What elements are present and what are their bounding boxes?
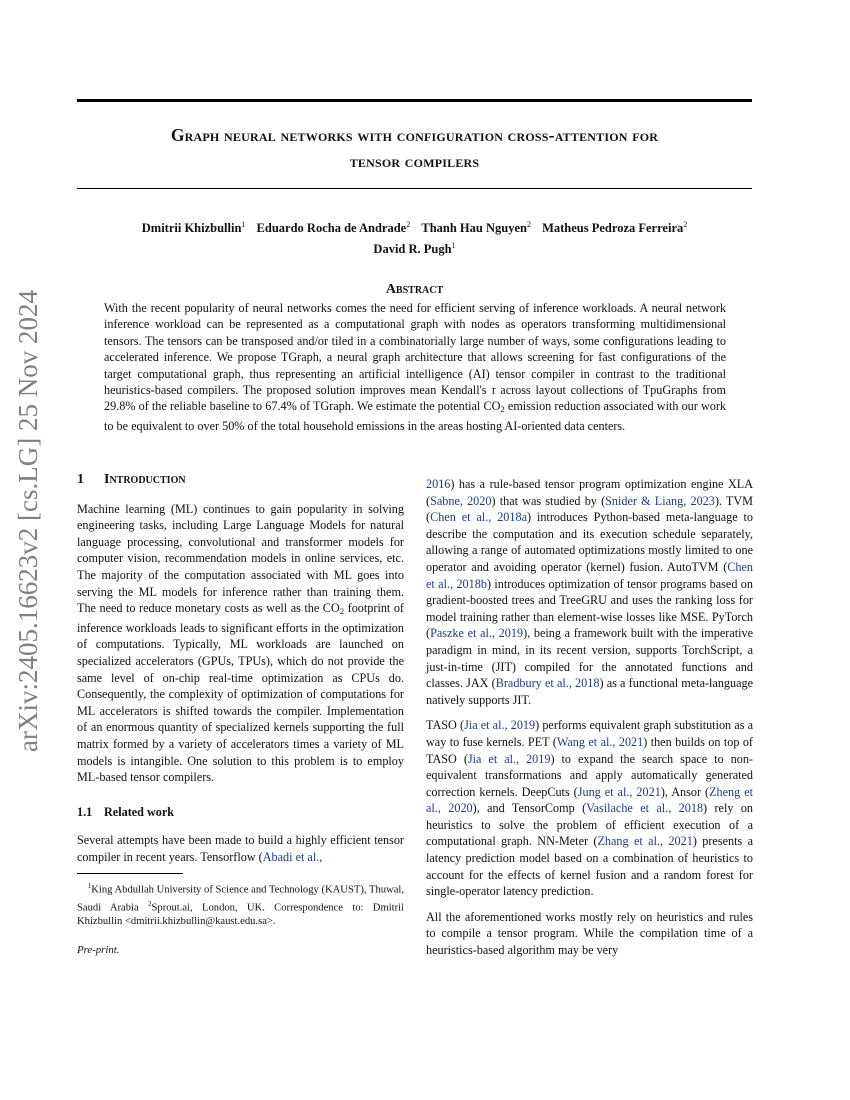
citation-abadi-year[interactable]: 2016: [426, 477, 451, 491]
related-paragraph-continued: 2016) has a rule-based tensor program optimization engine XLA (Sabne, 2020) that was studied by (Snider & Liang, 2023). TVM (Chen et al., 2018a) introduces Python-based meta-language to describe the computation and its execution schedule separately, allowing a range of automated optimizations mostly limited to one operator and avoiding operator (kernel) fusion. AutoTVM (Chen et al., 2018b) introduces optimization of tensor programs based on gradient-boosted trees and TreeGRU and uses the ranking loss for model training rather than element-wise losses like MSE. PyTorch (Paszke et al., 2019), being a framework built with the imperative paradigm in mind, in its recent version, supports TorchScript, a just-in-time (JIT) compiled for the annotated functions and classes. JAX (Bradbury et al., 2018) as a functional meta-language natively supports JIT.: [426, 477, 754, 707]
abstract-heading: Abstract: [385, 282, 444, 297]
paper-title: [77, 122, 752, 174]
affiliation-footnote: $^1$King Abdullah University of Science and Technology (KAUST), Thuwal, Saudi Arabia $^2$Sprout.ai, London, UK. Correspondence to: Dmitrii Khizbullin <dmitrii.khizbullin@kaust.edu.sa>.: [77, 882, 405, 927]
citation-snider[interactable]: Snider & Liang,: [605, 493, 687, 508]
abstract-body: With the recent popularity of neural networks comes the need for efficient serving of inference workloads. A neural network inference workload can be represented as a computational graph with nodes as operators transforming multidimensional tensors. The tensors can be transposed and/or tiled in a combinatorially large number of ways, some configurations leading to accelerated inference. We propose TGraph, a neural graph architecture that allows screening for fast configurations of the target computational graph, thus representing an artificial intelligence (AI) tensor compiler in contrast to the traditional heuristics-based compilers. The proposed solution improves mean Kendall's τ across layout collections of TpuGraphs from 29.8% of the reliable baseline to 67.4% of TGraph. We estimate the potential $CO_2$ emission reduction associated with our work to be equivalent to over 50% of the total household emissions in the areas hosting AI-oriented data centers.: [104, 301, 726, 433]
related-paragraph-3: All the aforementioned works mostly rely on heuristics and rules to compile a tensor program. While the compilation time of a heuristics-based algorithm may be very: [426, 909, 753, 958]
related-paragraph-start: Several attempts have been made to build a highly efficient tensor compiler in recent years. Tensorflow (Abadi et al.,: [77, 833, 404, 864]
citation-snider-year[interactable]: 2023: [690, 493, 715, 508]
section-heading-introduction: 1 Introduction: [77, 472, 186, 487]
citation-zhang[interactable]: Zhang et al., 2021: [597, 834, 693, 849]
citation-chen-b[interactable]: Chen et al., 2018b: [426, 559, 753, 591]
author: Matheus Pedroza Ferreira$^2$: [542, 220, 688, 235]
citation-abadi[interactable]: Abadi et al.,: [262, 849, 323, 864]
author: Thanh Hau Nguyen$^2$: [421, 220, 531, 235]
title-rule: [77, 188, 752, 189]
citation-paszke[interactable]: Paszke et al., 2019: [430, 626, 524, 641]
author: Eduardo Rocha de Andrade$^2$: [256, 220, 411, 235]
author: David R. Pugh$^1$: [373, 241, 456, 256]
footnote-rule: [77, 873, 183, 874]
author: Dmitrii Khizbullin$^1$: [141, 220, 246, 235]
intro-paragraph: Machine learning (ML) continues to gain popularity in solving engineering tasks, including Large Language Models for natural language processing, convolutional and transformer models for computer vision, recommendation models in online services, etc. The majority of the computation associated with ML goes into serving the ML models for inference rather than training them. The need to reduce monetary costs as well as the $CO_2$ footprint of inference workloads leads to significant efforts in the optimization of computations. Typically, ML workloads are launched on specialized accelerators (GPUs, TPUs), which do not provide the same level of on-chip real-time optimization as CPUs do. Consequently, the complexity of optimization of computations for ML accelerators is shifted towards the compiler. Implementation of an enormous quantity of specialized kernels supporting the full matrix formed by a variety of accelerators times a variety of ML models is intangible. One solution to this problem is to employ ML-based tensor compilers.: [77, 501, 404, 785]
author-list: [77, 216, 752, 258]
citation-zheng[interactable]: Zheng et al., 2020: [426, 784, 754, 816]
citation-jia-2[interactable]: Jia et al., 2019: [467, 751, 551, 766]
citation-chen-a[interactable]: Chen et al., 2018a: [430, 510, 527, 525]
top-rule: [77, 99, 752, 102]
citation-jia[interactable]: Jia et al., 2019: [464, 718, 536, 733]
title-line-1: Graph neural networks with configuration cross-attention for: [170, 125, 659, 145]
citation-wang[interactable]: Wang et al., 2021: [556, 734, 644, 749]
related-paragraph-2: TASO (Jia et al., 2019) performs equivalent graph substitution as a way to fuse kernels. PET (Wang et al., 2021) then builds on top of TASO (Jia et al., 2019) to expand the search space to non-equivalent transformations and apply automatically generated correction kernels. DeepCuts (Jung et al., 2021), Ansor (Zheng et al., 2020), and TensorComp (Vasilache et al., 2018) rely on heuristics to solve the problem of efficient execution of a computational graph. NN-Meter (Zhang et al., 2021) presents a latency prediction model based on a combination of heuristics to account for the effects of kernel fusion and a random forest for single-operator latency prediction.: [426, 718, 754, 899]
arxiv-stamp: arXiv:2405.16623v2 [cs.LG] 25 Nov 2024: [13, 290, 43, 752]
preprint-label: Pre-print.: [77, 944, 120, 957]
citation-bradbury[interactable]: Bradbury et al., 2018: [495, 676, 600, 691]
right-column: [426, 476, 753, 959]
left-column: [77, 472, 404, 959]
subsection-heading-related-work: 1.1 Related work: [77, 804, 175, 819]
citation-jung[interactable]: Jung et al., 2021: [577, 784, 661, 799]
citation-sabne[interactable]: Sabne, 2020: [430, 493, 492, 508]
title-line-2: tensor compilers: [349, 151, 480, 171]
citation-vasilache[interactable]: Vasilache et al., 2018: [586, 801, 704, 816]
